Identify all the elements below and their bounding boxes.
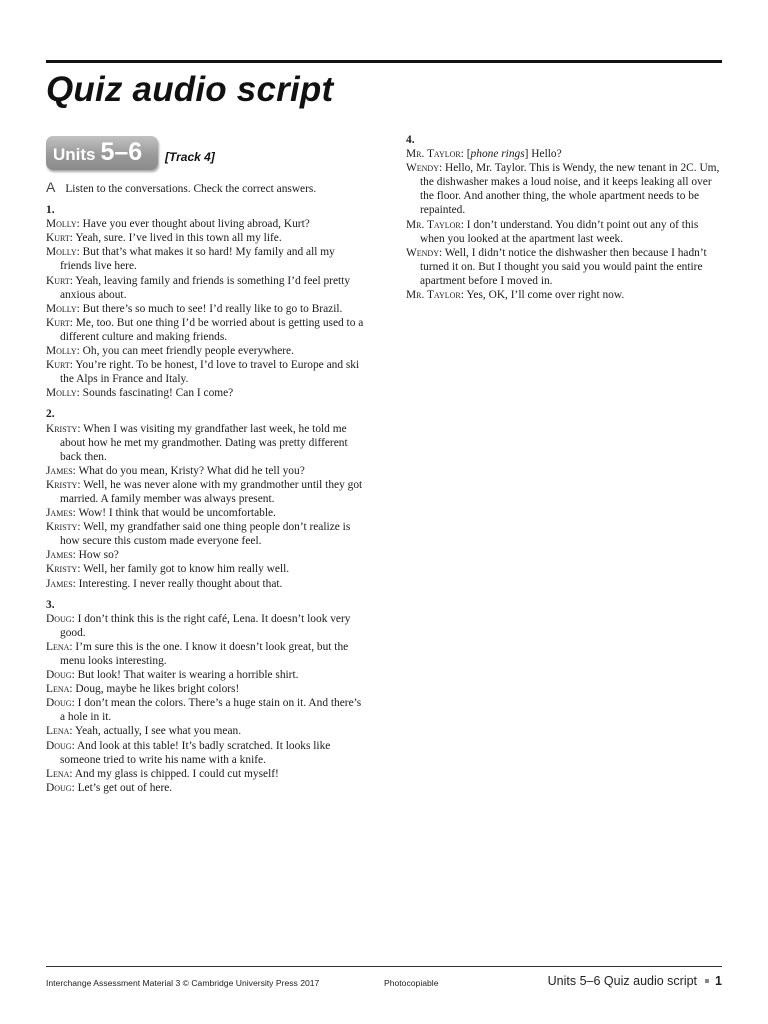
line-text: : Oh, you can meet friendly people everywhere. — [76, 345, 294, 358]
speaker-name: Doug — [46, 739, 72, 752]
units-badge — [46, 136, 158, 170]
units-label: Units — [53, 145, 96, 164]
line-text: ] Hello? — [524, 148, 562, 161]
section-letter: A — [46, 179, 56, 195]
dialogue-line — [46, 231, 364, 245]
line-text: : Wow! I think that would be uncomfortable. — [72, 507, 276, 520]
conversation-2 — [46, 407, 364, 590]
line-text: : How so? — [72, 549, 119, 562]
speaker-name: Wendy — [406, 246, 439, 259]
dialogue-line — [406, 246, 724, 288]
dialogue-line — [46, 548, 364, 562]
line-text: : I don’t think this is the right café, Lena. It doesn’t look very good. — [60, 612, 351, 639]
dialogue-line — [406, 147, 724, 161]
conversation-number: 2. — [46, 408, 55, 421]
dialogue-line — [46, 245, 364, 273]
speaker-name: James — [46, 549, 73, 562]
left-column — [46, 180, 364, 795]
conversation-3 — [46, 598, 364, 795]
dialogue-line — [46, 217, 364, 231]
line-text: : [ — [460, 148, 471, 161]
line-text: : Yeah, actually, I see what you mean. — [69, 725, 242, 738]
dialogue-line — [46, 640, 364, 668]
speaker-name: Doug — [46, 612, 72, 625]
dialogue-line — [406, 161, 724, 217]
line-text: : But that’s what makes it so hard! My family and all my friends live here. — [60, 246, 335, 273]
line-text: : Doug, maybe he likes bright colors! — [69, 683, 240, 696]
speaker-name: Kurt — [46, 274, 70, 287]
speaker-name: Lena — [46, 725, 70, 738]
line-text: : I’m sure this is the one. I know it doesn’t look great, but the menu looks interesting. — [60, 640, 349, 667]
footer-rule — [46, 966, 722, 967]
line-text: : I don’t mean the colors. There’s a huge stain on it. And there’s a hole in it. — [60, 697, 362, 724]
speaker-name: Mr. Taylor — [406, 148, 461, 161]
line-text: : Yeah, leaving family and friends is something I’d feel pretty anxious about. — [60, 274, 351, 301]
conversation-number: 4. — [406, 134, 415, 146]
line-text: : Well, I didn’t notice the dishwasher then because I hadn’t turned it on. But I thought you said you would paint the entire apartment before I moved in. — [420, 246, 707, 287]
speaker-name: Kristy — [46, 563, 78, 576]
speaker-name: Mr. Taylor — [406, 289, 461, 302]
stage-direction: phone rings — [470, 148, 525, 161]
speaker-name: Lena — [46, 767, 70, 780]
line-text: : And look at this table! It’s badly scratched. It looks like someone tried to write his name with a knife. — [60, 739, 331, 766]
dialogue-line — [46, 422, 364, 464]
dialogue-line — [46, 464, 364, 478]
speaker-name: Molly — [46, 246, 77, 259]
line-text: : Have you ever thought about living abroad, Kurt? — [76, 218, 310, 231]
conversation-4 — [406, 133, 724, 302]
dialogue-line — [46, 478, 364, 506]
track-label: [Track 4] — [165, 150, 215, 164]
footer-copyright: Interchange Assessment Material 3 © Cambridge University Press 2017 — [46, 978, 320, 988]
line-text: : But there’s so much to see! I’d really like to go to Brazil. — [76, 302, 343, 315]
speaker-name: James — [46, 577, 73, 590]
dialogue-line — [46, 668, 364, 682]
speaker-name: Molly — [46, 345, 77, 358]
footer-section-title: Units 5–6 Quiz audio script — [547, 974, 698, 988]
page-footer — [46, 974, 722, 992]
footer-separator — [705, 979, 709, 983]
footer-photocopiable: Photocopiable — [384, 978, 439, 988]
line-text: : Well, her family got to know him really well. — [77, 563, 290, 576]
line-text: : Let’s get out of here. — [71, 781, 173, 794]
conversation-1 — [46, 203, 364, 400]
speaker-name: Lena — [46, 683, 70, 696]
speaker-name: Mr. Taylor — [406, 218, 461, 231]
dialogue-line — [46, 506, 364, 520]
line-text: : Yes, OK, I’ll come over right now. — [460, 289, 625, 302]
dialogue-line — [46, 344, 364, 358]
page-title: Quiz audio script — [46, 70, 334, 109]
footer-section — [548, 974, 722, 988]
units-number: 5–6 — [100, 138, 143, 166]
instruction-text: Listen to the conversations. Check the correct answers. — [65, 183, 317, 195]
dialogue-line — [46, 767, 364, 781]
line-text: : You’re right. To be honest, I’d love to travel to Europe and ski the Alps in France and Italy. — [60, 359, 360, 386]
speaker-name: Kurt — [46, 316, 70, 329]
dialogue-line — [46, 577, 364, 591]
dialogue-line — [46, 781, 364, 795]
line-text: : Well, my grandfather said one thing people don’t realize is how secure this custom made everyone feel. — [60, 521, 351, 548]
line-text: : Well, he was never alone with my grandmother until they got married. A family member was always present. — [60, 478, 363, 505]
speaker-name: Doug — [46, 781, 72, 794]
speaker-name: Kristy — [46, 422, 78, 435]
line-text: : But look! That waiter is wearing a horrible shirt. — [71, 669, 299, 682]
dialogue-line — [46, 612, 364, 640]
speaker-name: Lena — [46, 640, 70, 653]
dialogue-line — [46, 302, 364, 316]
conversation-number: 3. — [46, 598, 55, 611]
dialogue-line — [46, 386, 364, 400]
dialogue-line — [406, 288, 724, 302]
dialogue-line — [46, 696, 364, 724]
line-text: : And my glass is chipped. I could cut myself! — [69, 767, 279, 780]
right-column — [406, 133, 724, 302]
speaker-name: Kurt — [46, 359, 70, 372]
line-text: : Interesting. I never really thought about that. — [72, 577, 283, 590]
speaker-name: Kristy — [46, 478, 78, 491]
speaker-name: Molly — [46, 302, 77, 315]
speaker-name: Doug — [46, 669, 72, 682]
dialogue-line — [46, 520, 364, 548]
dialogue-line — [406, 218, 724, 246]
page-number: 1 — [715, 974, 722, 988]
speaker-name: Molly — [46, 218, 77, 231]
section-instruction — [46, 180, 364, 196]
line-text: : Hello, Mr. Taylor. This is Wendy, the new tenant in 2C. Um, the dishwasher makes a loud noise, and it keeps leaking all over the floor. And another thing, the whole apartment needs to be repainted. — [420, 162, 720, 217]
dialogue-line — [46, 358, 364, 386]
line-text: : What do you mean, Kristy? What did he tell you? — [72, 464, 305, 477]
speaker-name: Kristy — [46, 521, 78, 534]
dialogue-line — [46, 739, 364, 767]
speaker-name: James — [46, 464, 73, 477]
dialogue-line — [46, 274, 364, 302]
speaker-name: Wendy — [406, 162, 439, 175]
dialogue-line — [46, 724, 364, 738]
line-text: : Me, too. But one thing I’d be worried about is getting used to a different culture and making friends. — [60, 316, 364, 343]
conversation-number: 1. — [46, 204, 55, 217]
dialogue-line — [46, 316, 364, 344]
speaker-name: James — [46, 507, 73, 520]
top-rule — [46, 60, 722, 63]
speaker-name: Molly — [46, 387, 77, 400]
line-text: : Sounds fascinating! Can I come? — [76, 387, 234, 400]
line-text: : When I was visiting my grandfather last week, he told me about how he met my grandmother. Dating was pretty different back then. — [60, 422, 348, 463]
dialogue-line — [46, 682, 364, 696]
line-text: : I don’t understand. You didn’t point out any of this when you looked at the apartment last week. — [420, 218, 699, 245]
speaker-name: Kurt — [46, 232, 70, 245]
dialogue-line — [46, 562, 364, 576]
speaker-name: Doug — [46, 697, 72, 710]
line-text: : Yeah, sure. I’ve lived in this town all my life. — [69, 232, 282, 245]
